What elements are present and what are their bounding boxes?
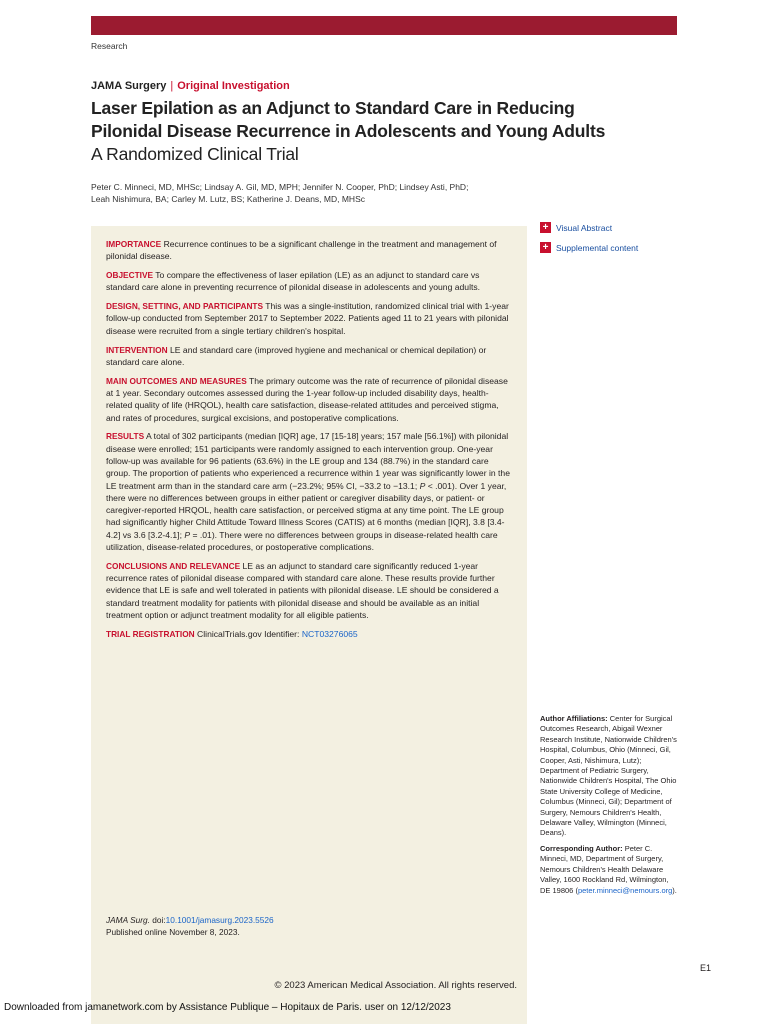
title-line-1: Laser Epilation as an Adjunct to Standard Care in Reducing xyxy=(91,98,575,118)
conclusions-text: LE as an adjunct to standard care significantly reduced 1-year recurrence rates of pilonidal disease compared with standard care alone. These results provide further evidence that LE is safe and well tolerated in patients with pilonidal disease. LE should be considered a standard treatment modality for patients with pilonidal disease and should be available as an initial treatment option or adjunct treatment modality for all eligible patients. xyxy=(106,560,499,621)
citation-published: Published online November 8, 2023. xyxy=(106,926,240,937)
results-heading: RESULTS xyxy=(106,431,145,442)
results-p-label-1: P xyxy=(419,480,426,491)
supplemental-content-label: Supplemental content xyxy=(556,242,639,253)
author-affiliations xyxy=(540,714,680,901)
citation-block xyxy=(106,915,274,938)
outcomes-text: The primary outcome was the rate of recurrence of pilonidal disease at 1 year. Secondary outcomes assessed during the 1-year follow-up included disability days, health-related quality of life (HRQOL), health care satisfaction, disease-related attitudes and perceived stigma, and rates of procedures, surgical excisions, and postoperative complications. xyxy=(106,375,508,423)
authors-line-2: Leah Nishimura, BA; Carley M. Lutz, BS; Katherine J. Deans, MD, MHSc xyxy=(91,194,365,204)
visual-abstract-label: Visual Abstract xyxy=(556,222,613,233)
intervention-heading: INTERVENTION xyxy=(106,344,168,355)
importance-heading: IMPORTANCE xyxy=(106,239,162,249)
journal-separator: | xyxy=(170,80,174,92)
title-line-2: Pilonidal Disease Recurrence in Adolescents and Young Adults xyxy=(91,121,606,141)
affiliations-paragraph xyxy=(540,714,680,839)
abstract-outcomes xyxy=(106,375,514,424)
section-label: Research xyxy=(91,41,128,51)
abstract-conclusions xyxy=(106,560,514,621)
authors-line-1: Peter C. Minneci, MD, MHSc; Lindsay A. Gil, MD, MPH; Jennifer N. Cooper, PhD; Lindsey Asti, PhD; xyxy=(91,182,469,192)
article-type: Original Investigation xyxy=(177,80,290,92)
corresponding-heading: Corresponding Author: xyxy=(540,843,623,853)
intervention-text: LE and standard care (improved hygiene and mechanical or chemical depilation) or standard care alone. xyxy=(106,344,487,367)
page-number: E1 xyxy=(700,963,712,973)
article-subtitle: A Randomized Clinical Trial xyxy=(91,144,299,164)
plus-icon: + xyxy=(540,242,551,253)
article-title xyxy=(91,97,611,166)
abstract-box xyxy=(91,226,527,1024)
trial-id-link[interactable]: NCT03276065 xyxy=(301,628,358,639)
results-text-b: < .001). Over 1 year, there were no differences between groups in either patient or caregiver disability days, or patient- or caregiver-reported HRQOL, health care satisfaction, or perceived stigma at any time point. The LE group had significantly higher Child Attitude Toward Illness Scores (CATIS) at 6 months (median [IQR], 3.8 [3.4-4.2] vs 3.6 [3.2-4.1]; xyxy=(106,480,507,540)
abstract-design xyxy=(106,300,514,337)
trial-text: ClinicalTrials.gov Identifier: xyxy=(197,628,302,639)
corresponding-author-paragraph xyxy=(540,844,680,896)
abstract-content xyxy=(106,238,514,647)
design-text: This was a single-institution, randomized clinical trial with 1-year follow-up conducted from September 2017 to September 2022. Patients aged 11 to 21 years with pilonidal disease were recruited from a single tertiary children's hospital. xyxy=(106,301,509,336)
corresponding-email-link[interactable]: peter.minneci@nemours.org xyxy=(577,885,673,895)
citation-journal: JAMA Surg. xyxy=(106,915,150,925)
corresponding-end: ). xyxy=(672,885,677,895)
conclusions-heading: CONCLUSIONS AND RELEVANCE xyxy=(106,560,241,571)
plus-icon: + xyxy=(540,222,551,233)
journal-name: JAMA Surgery xyxy=(91,80,167,92)
abstract-trial-registration xyxy=(106,628,514,640)
copyright-text: © 2023 American Medical Association. All rights reserved. xyxy=(274,980,517,991)
abstract-results xyxy=(106,430,514,553)
objective-text: To compare the effectiveness of laser epilation (LE) as an adjunct to standard care vs standard care alone in preventing recurrence of pilonidal disease in adolescents and young adults. xyxy=(106,270,481,293)
visual-abstract-link[interactable] xyxy=(540,222,638,233)
outcomes-heading: MAIN OUTCOMES AND MEASURES xyxy=(106,375,247,386)
objective-heading: OBJECTIVE xyxy=(106,270,154,281)
trial-heading: TRIAL REGISTRATION xyxy=(106,628,195,639)
header-bar xyxy=(91,16,677,35)
abstract-objective xyxy=(106,269,514,294)
results-p-label-2: P xyxy=(184,529,191,540)
abstract-importance xyxy=(106,238,514,263)
supplemental-content-link[interactable] xyxy=(540,242,638,253)
results-text-c: = .01). There were no differences between groups in disease-related health care utilization, disease-related procedures, or postoperative complications. xyxy=(106,529,498,553)
download-note: Downloaded from jamanetwork.com by Assistance Publique – Hopitaux de Paris. user on 12/12/2023 xyxy=(4,1002,451,1013)
importance-text: Recurrence continues to be a significant challenge in the treatment and management of pilonidal disease. xyxy=(106,239,497,262)
citation-doi-prefix: doi: xyxy=(149,915,166,925)
corresponding-text: Peter C. Minneci, MD, Department of Surgery, Nemours Children's Health Delaware Valley, 1600 Rockland Rd, Wilmington, DE 19806 ( xyxy=(540,843,669,895)
affiliations-heading: Author Affiliations: xyxy=(540,714,608,723)
author-list xyxy=(91,181,521,205)
side-links xyxy=(540,222,638,262)
copyright-notice xyxy=(91,980,527,991)
affiliations-text: Center for Surgical Outcomes Research, Abigail Wexner Research Institute, Nationwide Children's Hospital, Columbus, Ohio (Minneci, Gil, Cooper, Asti, Nishimura, Lutz); Department of Pediatric Surgery, Nationwide Children's Hospital, The Ohio State University College of Medicine, Columbus (Minneci, Gil); Department of Surgery, Nemours Children's Health, Delaware Valley, Wilmington (Minneci, Deans). xyxy=(540,714,677,838)
journal-line xyxy=(91,80,290,92)
design-heading: DESIGN, SETTING, AND PARTICIPANTS xyxy=(106,301,264,312)
doi-link[interactable]: 10.1001/jamasurg.2023.5526 xyxy=(165,915,274,925)
results-text-a: A total of 302 participants (median [IQR] age, 17 [15-18] years; 157 male [56.1%]) with pilonidal disease were enrolled; 151 participants were randomly assigned to each intervention group. One-year follow-up was available for 96 patients (63.6%) in the LE group and 134 (88.7%) in the standard care group. The proportion of patients who experienced a recurrence within 1 year was significantly lower in the LE treatment arm than in the standard care arm (−23.2%; 95% CI, −33.2 to −13.1; xyxy=(106,431,510,491)
abstract-intervention xyxy=(106,344,514,369)
